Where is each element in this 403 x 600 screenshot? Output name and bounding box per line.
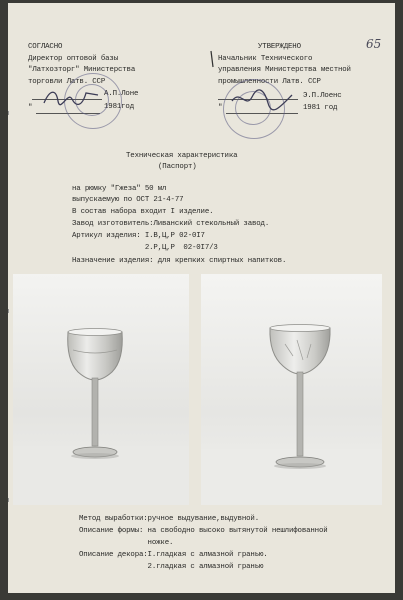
decor-line: 2.гладкая с алмазной гранью (79, 563, 264, 571)
detail-line: Артикул изделия: I.В,Ц,Р 02-0I7 (72, 232, 205, 240)
quote-mark: " (218, 104, 223, 112)
margin-tick-mark (207, 49, 221, 69)
product-photo-2 (201, 274, 382, 505)
approval-year: 1981год (104, 103, 134, 111)
handwritten-signature (42, 85, 102, 111)
approval-line: Начальник Технического (218, 55, 313, 63)
detail-line: 2.Р,Ц,Р 02-0I7/3 (72, 244, 218, 252)
method-line: Метод выработки:ручное выдувание,выдувной. (79, 515, 259, 523)
product-photo-1 (13, 274, 189, 505)
detail-line: выпускаемую по ОСТ 21-4-77 (72, 196, 184, 204)
quote-mark: " (28, 104, 33, 112)
approval-heading: УТВЕРЖДЕНО (258, 43, 301, 51)
wine-glass-image (201, 274, 382, 505)
binding-mark (8, 111, 9, 115)
approval-line: торговли Латв. ССР (28, 78, 106, 86)
binding-mark (8, 498, 9, 502)
handwritten-signature (230, 87, 294, 115)
form-line: ножке. (79, 539, 174, 547)
approval-signer: А.П.Лоне (104, 90, 139, 98)
approval-line: управления Министерства местной (218, 66, 351, 74)
form-line: Описание формы: на свободно высоко вытянутой нешлифованной (79, 527, 328, 535)
decor-line: Описание декора:I.гладкая с алмазной гранью. (79, 551, 268, 559)
detail-line: Завод изготовитель:Ливанский стекольный завод. (72, 220, 270, 228)
approval-year: 1981 год (303, 104, 338, 112)
detail-line: В состав набора входит I изделие. (72, 208, 214, 216)
approval-line: "Латхозторг" Министерства (28, 66, 136, 74)
document-title: Техническая характеристика (126, 152, 238, 160)
document-page (8, 3, 395, 593)
document-subtitle: (Паспорт) (158, 163, 197, 171)
approval-line: промышленности Латв. ССР (218, 78, 321, 86)
detail-line: Назначение изделия: для крепких спиртных напитков. (72, 257, 287, 265)
binding-mark (8, 309, 9, 313)
detail-line: на рюмку "Гжеза" 50 мл (72, 185, 167, 193)
page-number: 65 (366, 37, 382, 51)
wine-glass-image (13, 274, 189, 505)
approval-line: Директор оптовой базы (28, 55, 118, 63)
approval-heading: СОГЛАСНО (28, 43, 63, 51)
approval-signer: Э.П.Лоенс (303, 92, 342, 100)
